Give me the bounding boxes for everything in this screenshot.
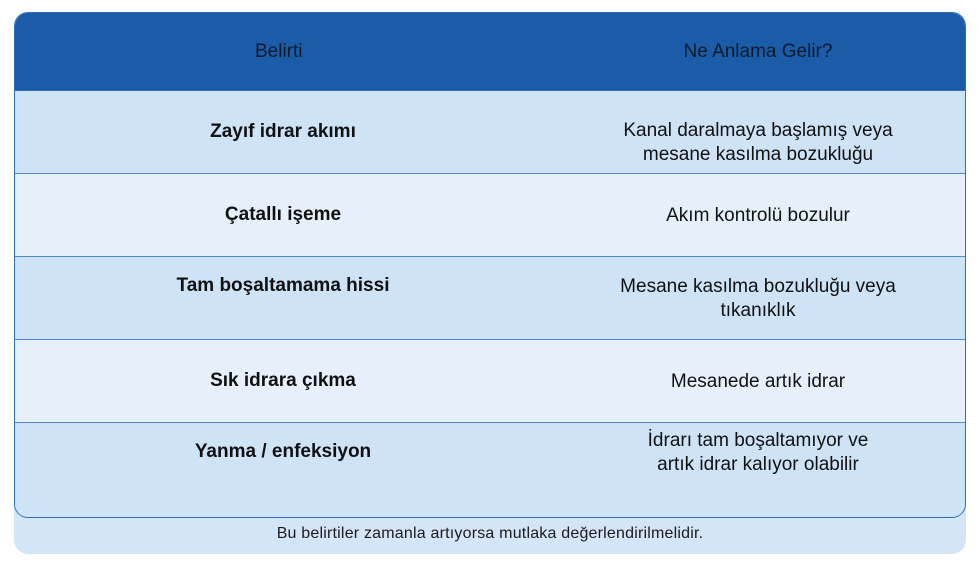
meaning-text (648, 423, 869, 515)
meaning-line: Kanal daralmaya başlamış veya (623, 120, 893, 141)
meaning-text (623, 91, 892, 173)
meaning-text (620, 257, 896, 339)
table-row (15, 174, 965, 257)
meaning-line: Akım kontrolü bozulur (666, 205, 850, 226)
meaning-text (666, 174, 850, 256)
symptom-table (14, 12, 966, 518)
symptom-text: Çatallı işeme (224, 204, 342, 225)
meaning-line: tıkanıklık (720, 300, 796, 321)
symptom-text: Yanma / enfeksiyon (194, 441, 372, 462)
symptom-text: Tam boşaltamama hissi (176, 275, 390, 296)
header-cell-symptom (15, 41, 551, 63)
meaning-line: mesane kasılma bozukluğu (642, 144, 874, 165)
table-row (15, 340, 965, 423)
table-row (15, 257, 965, 340)
header-meaning-label: Ne Anlama Gelir? (683, 40, 833, 62)
meaning-line: İdrarı tam boşaltamıyor ve (647, 430, 869, 451)
header-cell-meaning (551, 41, 965, 63)
meaning-text (671, 340, 845, 422)
table-row (15, 91, 965, 174)
table-row (15, 423, 965, 515)
meaning-line: artık idrar kalıyor olabilir (657, 454, 859, 475)
header-symptom-label: Belirti (255, 40, 303, 62)
footer-note: Bu belirtiler zamanla artıyorsa mutlaka değerlendirilmelidir. (276, 525, 704, 542)
meaning-line: Mesanede artık idrar (670, 371, 846, 392)
symptom-text: Zayıf idrar akımı (210, 121, 356, 142)
meaning-line: Mesane kasılma bozukluğu veya (620, 276, 896, 297)
symptom-text: Sık idrara çıkma (210, 370, 356, 391)
table-header-row (15, 13, 965, 91)
